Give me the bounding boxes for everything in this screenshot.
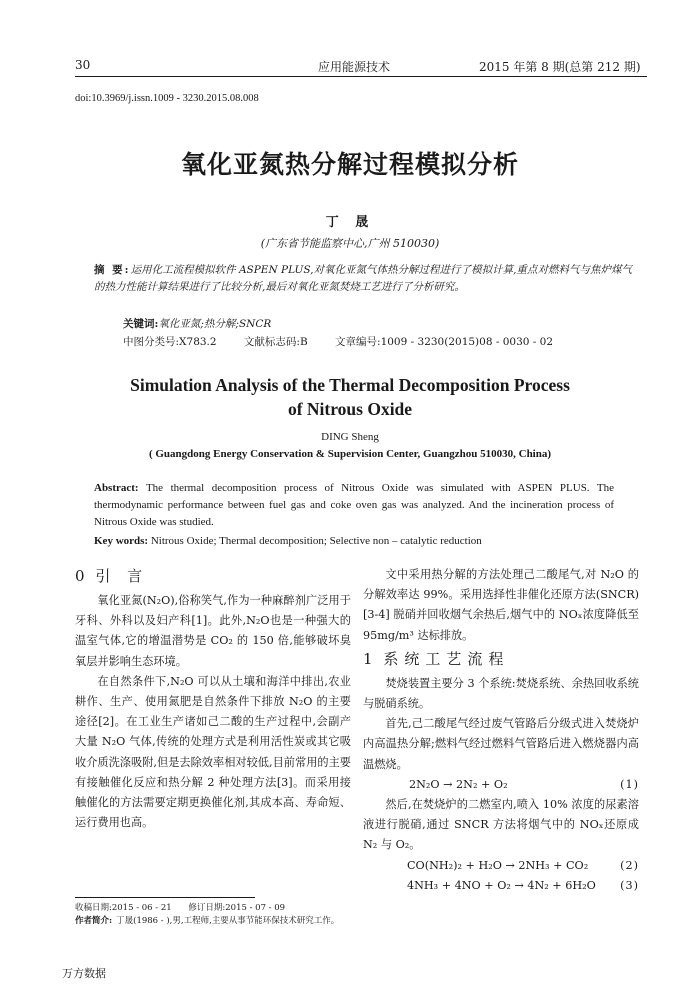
left-column (75, 565, 351, 833)
journal-name: 应用能源技术 (318, 60, 391, 74)
paragraph: 焚烧装置主要分 3 个系统:焚烧系统、余热回收系统与脱硝系统。 (363, 676, 639, 711)
doi: doi:10.3969/j.issn.1009 - 3230.2015.08.008 (75, 93, 259, 104)
equation-3-expr: 4NH₃ + 4NO + O₂ → 4N₂ + 6H₂O (407, 878, 596, 892)
equation-3-number: (3) (620, 878, 639, 892)
equation-2 (363, 856, 639, 876)
footnote (75, 902, 355, 928)
author-bio-label: 作者简介: (75, 916, 113, 926)
issue-info: 2015 年第 8 期(总第 212 期) (479, 60, 641, 74)
equation-2-expr: CO(NH₂)₂ + H₂O → 2NH₃ + CO₂ (407, 858, 589, 872)
revised-date: 修订日期:2015 - 07 - 09 (188, 903, 286, 913)
paragraph: 文中采用热分解的方法处理己二酸尾气,对 N₂O 的分解效率达 99%。采用选择性非催化还原方法(SNCR)[3-4] 脱硝并回收烟气余热后,烟气中的 NOₓ浓度降低至 95mg/m³ 达标排放。 (363, 568, 639, 642)
right-column (363, 565, 639, 896)
equation-1-number: (1) (620, 777, 639, 791)
watermark-wanfang: 万方数据 (62, 967, 106, 980)
footnote-rule (75, 897, 255, 898)
author-english: DING Sheng (321, 431, 379, 443)
section-0-title: 引 言 (95, 567, 149, 585)
abstract-en-text: The thermal decomposition process of Nitrous Oxide was simulated with ASPEN PLUS. The thermodynamic performance between fuel gas and coke oven gas was analyzed. And the incineration process of Nitrous Oxide was studied. (94, 482, 614, 528)
footnote-dates (75, 902, 355, 915)
abstract-cn-label: 摘 要: (94, 264, 131, 276)
title-chinese: 氧化亚氮热分解过程模拟分析 (180, 150, 519, 179)
section-heading-0 (75, 565, 351, 587)
abstract-cn-text: 运用化工流程模拟软件 ASPEN PLUS,对氧化亚氮气体热分解过程进行了模拟计算,重点对燃料气与焦炉煤气的热力性能计算结果进行了比较分析,最后对氧化亚氮焚烧工艺进行了分析研究。 (94, 264, 632, 293)
abstract-chinese (94, 262, 632, 296)
keywords-cn-label: 关键词: (123, 318, 159, 330)
title-en-line1: Simulation Analysis of the Thermal Decomposition Process (130, 375, 570, 395)
keywords-cn-text: 氧化亚氮;热分解;SNCR (158, 318, 272, 330)
title-en-line2: of Nitrous Oxide (287, 399, 413, 419)
paragraph: 然后,在焚烧炉的二燃室内,喷入 10% 浓度的尿素溶液进行脱硝,通过 SNCR 方法将烟气中的 NOₓ还原成 N₂ 与 O₂。 (363, 798, 639, 852)
affiliation-english: ( Guangdong Energy Conservation & Supervision Center, Guangzhou 510030, China) (148, 448, 552, 460)
section-1-title: 系统工艺流程 (383, 649, 510, 668)
keywords-en-label: Key words: (94, 535, 149, 547)
equation-3 (363, 876, 639, 896)
clc-number: 中图分类号:X783.2 (123, 336, 217, 348)
equation-1 (363, 775, 639, 795)
affiliation-chinese: (广东省节能监察中心,广州 510030) (260, 237, 440, 250)
header-rule (75, 76, 647, 77)
keywords-en-text: Nitrous Oxide; Thermal decomposition; Selective non – catalytic reduction (148, 535, 482, 547)
keywords-english (94, 535, 482, 547)
title-english (0, 373, 700, 421)
equation-1-expr: 2N₂O → 2N₂ + O₂ (409, 777, 508, 791)
paragraph: 氧化亚氮(N₂O),俗称笑气,作为一种麻醉剂广泛用于牙科、外科以及妇产科[1]。此外,N₂O也是一种强大的温室气体,它的增温潜势是 CO₂ 的 150 倍,能够破坏臭氧层并影响生态环境。 (75, 594, 351, 668)
section-0-number: 0 (75, 567, 91, 585)
abstract-english (94, 480, 614, 531)
paragraph: 首先,己二酸尾气经过废气管路后分级式进入焚烧炉内高温热分解;燃料气经过燃料气管路后进入燃烧器内高温燃烧。 (363, 717, 639, 771)
abstract-en-label: Abstract: (94, 482, 139, 494)
equation-2-number: (2) (620, 858, 639, 872)
article-number: 文章编号:1009 - 3230(2015)08 - 0030 - 02 (335, 336, 554, 348)
keywords-chinese (123, 316, 271, 331)
author-bio-text: 丁晟(1986 - ),男,工程师,主要从事节能环保技术研究工作。 (116, 916, 340, 926)
page-number: 30 (75, 58, 91, 72)
classification-line (123, 334, 577, 349)
section-heading-1 (363, 648, 639, 670)
paragraph: 在自然条件下,N₂O 可以从土壤和海洋中排出,农业耕作、生产、使用氮肥是自然条件下排放 N₂O 的主要途径[2]。在工业生产诸如己二酸的生产过程中,会副产大量 N₂O 气体,传统的处理方式是利用活性炭或其它吸收介质洗涤吸附,但是去除效率相对较低,目前常用的主要有接触催化反应和热分解 2 种处理方法[3]。而采用接触催化的方法需要定期更换催化剂,其成本高、寿命短、运行费用也高。 (75, 674, 351, 830)
author-chinese: 丁 晟 (325, 215, 375, 230)
received-date: 收稿日期:2015 - 06 - 21 (75, 903, 172, 913)
author-bio (75, 915, 355, 928)
section-1-number: 1 (363, 649, 379, 668)
document-code: 文献标志码:B (243, 336, 308, 348)
